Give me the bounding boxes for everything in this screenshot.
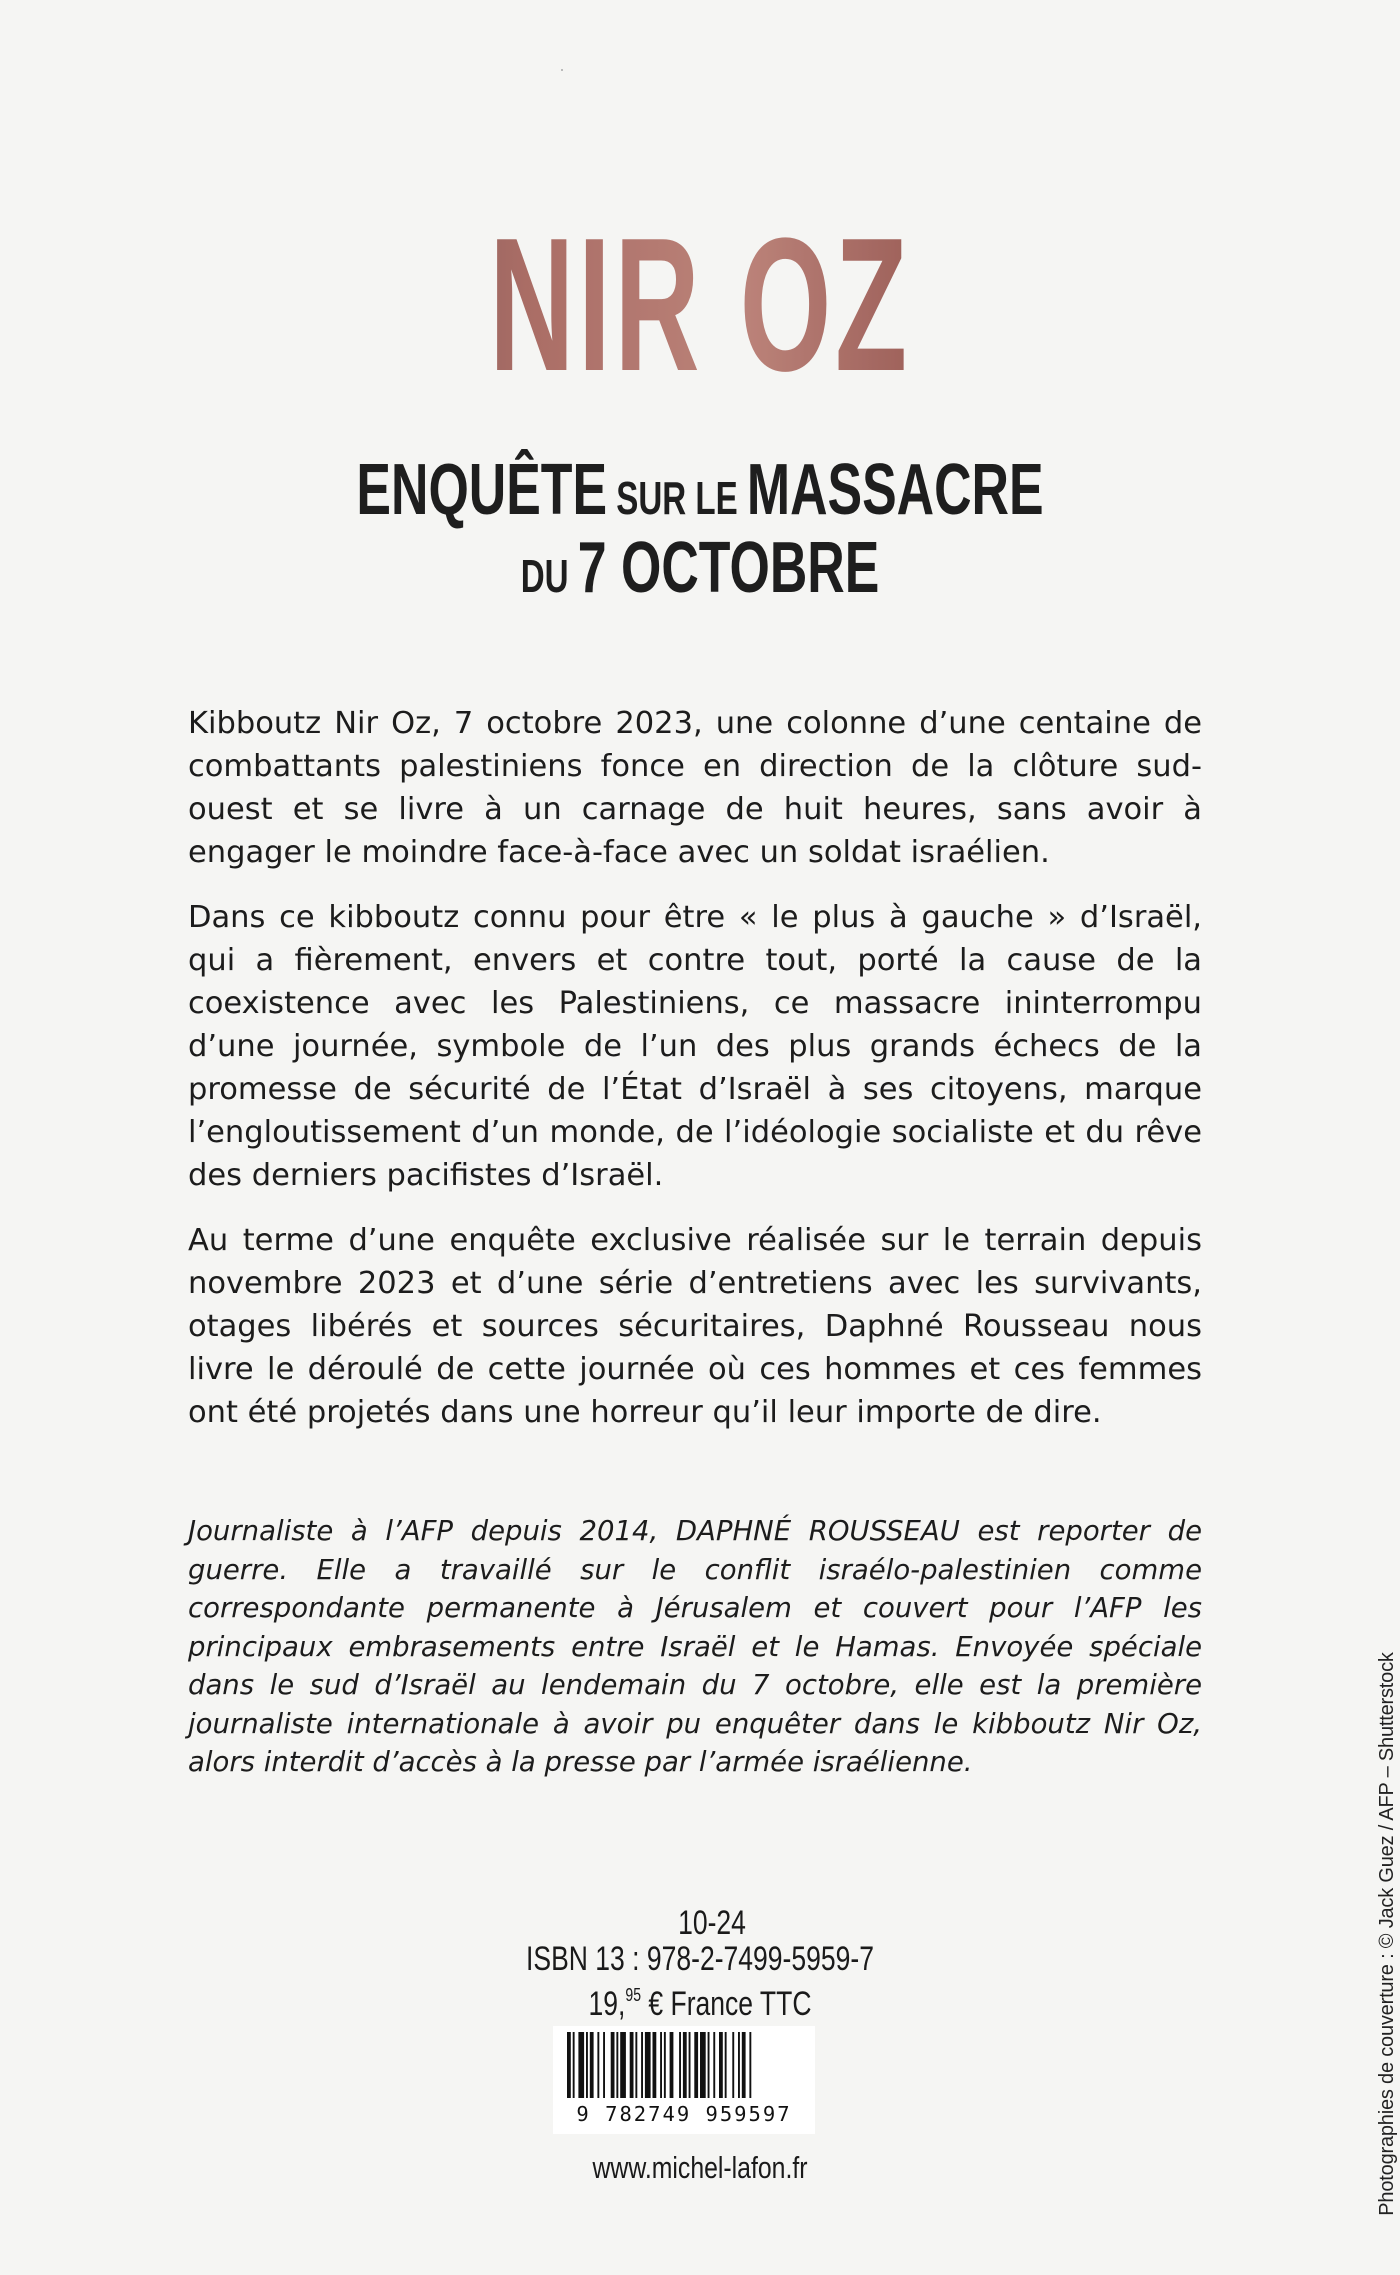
subtitle-line-1: [196, 450, 1204, 538]
barcode-bar: [635, 2032, 637, 2098]
barcode-bar: [597, 2032, 599, 2098]
subtitle-line-2: [196, 528, 1204, 616]
barcode-bar: [611, 2032, 615, 2098]
subtitle-word-massacre: MASSACRE: [746, 450, 1044, 530]
subtitle-word-enquete: ENQUÊTE: [356, 450, 608, 530]
barcode-bar: [679, 2032, 681, 2098]
print-speck: [561, 69, 563, 71]
summary-paragraph: Au terme d’une enquête exclusive réalisée sur le terrain depuis novembre 2023 et d’une série d’entretiens avec les survivants, otages libérés et sources sécuritaires, Daphné Rousseau nous livre le déroulé de cette journée où ces hommes et ces femmes ont été projetés dans une horreur qu’il leur importe de dire.: [188, 1223, 1202, 1430]
barcode-bar: [713, 2032, 715, 2098]
barcode-bar: [590, 2032, 594, 2098]
book-title: NIR OZ: [266, 200, 1134, 410]
price-suffix: € France TTC: [641, 1985, 812, 2023]
barcode-bar: [630, 2032, 634, 2098]
isbn: ISBN 13 : 978-2-7499-5959-7: [526, 1940, 874, 1978]
price: [154, 1976, 1246, 2023]
barcode-bar: [578, 2032, 584, 2098]
barcode-bar: [683, 2032, 687, 2098]
barcode-bars: [553, 2026, 815, 2106]
barcode-bar: [567, 2032, 571, 2098]
barcode-bar: [749, 2032, 751, 2098]
release-code: 10-24: [678, 1904, 746, 1942]
barcode-digits: 9 782749 959597: [576, 2102, 792, 2126]
publisher-url: www.michel-lafon.fr: [592, 2150, 808, 2185]
barcode-bar: [708, 2032, 710, 2098]
subtitle-word-date: 7 OCTOBRE: [577, 528, 880, 608]
photo-credit: Photographies de couverture : © Jack Guez / AFP – Shutterstock: [1376, 1652, 1398, 2216]
subtitle-word-sur-le: SUR LE: [607, 472, 747, 524]
barcode-bar: [738, 2032, 740, 2098]
barcode-bar: [742, 2032, 746, 2098]
price-main: 19,: [588, 1985, 626, 2023]
barcode-bar: [664, 2032, 666, 2098]
summary-paragraph: Kibboutz Nir Oz, 7 octobre 2023, une colonne d’une centaine de combattants palestiniens fonce en direction de la clôture sud-ouest et se livre à un carnage de huit heures, sans avoir à engager le moindre face-à-face avec un soldat israélien.: [188, 706, 1202, 870]
barcode-bar: [670, 2032, 674, 2098]
barcode-bar: [689, 2032, 691, 2098]
barcode-bar: [620, 2032, 626, 2098]
barcode-bar: [700, 2032, 706, 2098]
author-bio: [188, 1512, 1202, 1782]
barcode-bar: [641, 2032, 643, 2098]
barcode: [553, 2026, 815, 2134]
barcode-bar: [660, 2032, 662, 2098]
barcode-bar: [645, 2032, 651, 2098]
author-bio-text: Journaliste à l’AFP depuis 2014, DAPHNÉ ROUSSEAU est reporter de guerre. Elle a travaillé sur le conflit israélo-palestinien comme correspondante permanente à Jérusalem et couvert pour l’AFP les principaux embrasements entre Israël et le Hamas. Envoyée spéciale dans le sud d’Israël au lendemain du 7 octobre, elle est la première journaliste internationale à avoir pu enquêter dans le kibboutz Nir Oz, alors interdit d’accès à la presse par l’armée israélienne.: [188, 1515, 1202, 1778]
barcode-bar: [653, 2032, 657, 2098]
summary-paragraph: Dans ce kibboutz connu pour être « le plus à gauche » d’Israël, qui a fièrement, envers et contre tout, porté la cause de la coexistence avec les Palestiniens, ce massacre ininterrompu d’une journée, symbole de l’un des plus grands échecs de la promesse de sécurité de l’État d’Israël à ses citoyens, marque l’engloutissement d’un monde, de l’idéologie socialiste et du rêve des derniers pacifistes d’Israël.: [188, 900, 1202, 1193]
barcode-bar: [694, 2032, 698, 2098]
barcode-bar: [603, 2032, 605, 2098]
book-summary: [188, 702, 1202, 1456]
barcode-bar: [586, 2032, 588, 2098]
subtitle-word-du: DU: [520, 550, 578, 602]
barcode-bar: [573, 2032, 575, 2098]
barcode-bar: [732, 2032, 734, 2098]
barcode-bar: [719, 2032, 723, 2098]
barcode-bar: [725, 2032, 727, 2098]
barcode-bar: [616, 2032, 618, 2098]
price-cents: 95: [625, 1985, 642, 2005]
